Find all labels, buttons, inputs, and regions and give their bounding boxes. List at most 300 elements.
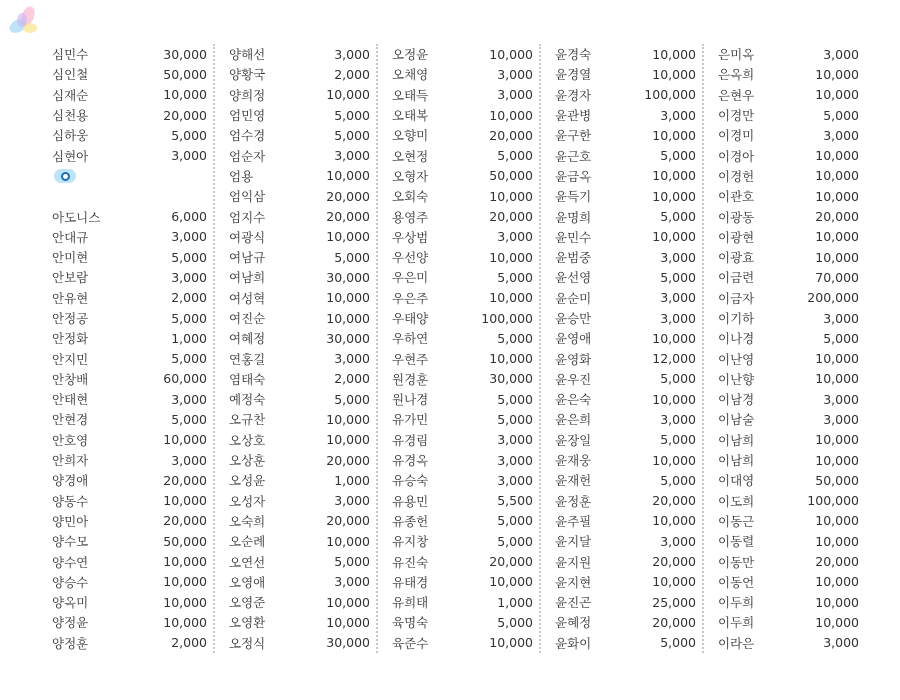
donation-amount: 20,000 bbox=[163, 513, 207, 529]
donor-name: 심현아 bbox=[52, 148, 89, 164]
donor-name: 이두희 bbox=[718, 595, 755, 611]
donor-name: 오순례 bbox=[229, 534, 266, 550]
donor-name: 윤은숙 bbox=[555, 392, 592, 408]
donation-amount: 5,000 bbox=[497, 614, 533, 630]
donor-row bbox=[52, 105, 213, 125]
donor-row bbox=[392, 227, 539, 247]
donation-amount: 5,500 bbox=[497, 493, 533, 509]
donor-row bbox=[229, 206, 376, 226]
donor-row bbox=[392, 166, 539, 186]
donation-amount: 3,000 bbox=[497, 87, 533, 103]
donor-row bbox=[555, 267, 702, 287]
donation-amount: 5,000 bbox=[171, 411, 207, 427]
donor-name: 이동만 bbox=[718, 554, 755, 570]
donation-amount: 20,000 bbox=[326, 188, 370, 204]
donor-row bbox=[392, 206, 539, 226]
donation-amount: 3,000 bbox=[660, 533, 696, 549]
donor-name: 양희정 bbox=[229, 87, 266, 103]
donor-row bbox=[229, 348, 376, 368]
donor-row bbox=[555, 592, 702, 612]
donor-row bbox=[229, 227, 376, 247]
donation-amount: 10,000 bbox=[326, 594, 370, 610]
donor-row bbox=[555, 186, 702, 206]
donation-amount: 3,000 bbox=[497, 452, 533, 468]
donor-row bbox=[392, 430, 539, 450]
donor-row bbox=[52, 531, 213, 551]
donation-amount: 10,000 bbox=[652, 66, 696, 82]
donor-row bbox=[555, 247, 702, 267]
donation-amount: 20,000 bbox=[652, 493, 696, 509]
donor-name: 윤근호 bbox=[555, 148, 592, 164]
donor-name: 우태양 bbox=[392, 311, 429, 326]
donor-name: 윤민수 bbox=[555, 229, 592, 245]
donor-row bbox=[718, 267, 865, 287]
donor-name: 양정훈 bbox=[52, 635, 89, 651]
donation-amount: 5,000 bbox=[660, 635, 696, 651]
donor-row bbox=[52, 409, 213, 429]
donation-amount: 12,000 bbox=[652, 351, 696, 367]
donor-name: 양수연 bbox=[52, 554, 89, 570]
donor-row bbox=[555, 491, 702, 511]
donation-amount: 10,000 bbox=[815, 371, 859, 387]
donation-amount: 20,000 bbox=[815, 209, 859, 225]
donor-name: 이도희 bbox=[718, 493, 755, 509]
donation-amount: 5,000 bbox=[660, 209, 696, 225]
donor-name: 윤범중 bbox=[555, 250, 592, 266]
donor-row bbox=[52, 288, 213, 308]
flower-logo-icon bbox=[4, 2, 44, 42]
donor-name: 안창배 bbox=[52, 371, 89, 387]
donation-amount: 5,000 bbox=[497, 391, 533, 407]
donor-name: 안현경 bbox=[52, 412, 89, 428]
donation-amount: 10,000 bbox=[815, 533, 859, 549]
donor-row bbox=[52, 491, 213, 511]
donor-row bbox=[718, 328, 865, 348]
donor-row bbox=[52, 369, 213, 389]
donation-amount: 10,000 bbox=[326, 614, 370, 630]
donor-row bbox=[555, 64, 702, 84]
donor-name: 이남희 bbox=[718, 453, 755, 469]
donor-row bbox=[229, 470, 376, 490]
donor-row bbox=[392, 308, 539, 328]
donor-name: 이광동 bbox=[718, 209, 755, 225]
donor-row bbox=[392, 145, 539, 165]
donation-amount: 10,000 bbox=[815, 574, 859, 590]
donation-amount: 3,000 bbox=[497, 472, 533, 488]
donor-row bbox=[555, 612, 702, 632]
donor-name: 심천용 bbox=[52, 108, 89, 124]
donor-row bbox=[555, 348, 702, 368]
donor-row bbox=[718, 288, 865, 308]
donor-name: 윤재웅 bbox=[555, 453, 592, 469]
donor-name: 이난영 bbox=[718, 351, 755, 367]
donor-list bbox=[50, 44, 865, 653]
donation-amount: 2,000 bbox=[334, 66, 370, 82]
donation-amount: 10,000 bbox=[326, 432, 370, 448]
donor-name: 양해선 bbox=[229, 47, 266, 63]
donor-name: 오연선 bbox=[229, 554, 266, 570]
donor-name: 윤관병 bbox=[555, 108, 592, 124]
donor-name: 오태복 bbox=[392, 108, 429, 124]
donation-amount: 3,000 bbox=[823, 635, 859, 651]
donation-amount: 100,000 bbox=[807, 493, 859, 509]
donor-name: 엄민영 bbox=[229, 108, 266, 124]
donor-name: 유경림 bbox=[392, 432, 429, 448]
donor-row bbox=[52, 145, 213, 165]
donor-name: 아도니스 bbox=[52, 209, 101, 225]
donor-row bbox=[392, 612, 539, 632]
donor-row bbox=[555, 166, 702, 186]
donation-amount: 3,000 bbox=[660, 411, 696, 427]
donor-row bbox=[392, 470, 539, 490]
donation-amount: 5,000 bbox=[497, 148, 533, 164]
donor-row bbox=[555, 531, 702, 551]
donor-name: 윤승만 bbox=[555, 311, 592, 326]
donor-name: 이남경 bbox=[718, 392, 755, 408]
donor-name: 윤선영 bbox=[555, 270, 592, 286]
donor-row bbox=[392, 105, 539, 125]
donor-name: 우은주 bbox=[392, 290, 429, 306]
donor-row bbox=[52, 328, 213, 348]
donor-name: 양승수 bbox=[52, 574, 89, 590]
donation-amount: 3,000 bbox=[171, 452, 207, 468]
donor-name: 엄순자 bbox=[229, 148, 266, 164]
donor-name: 심인철 bbox=[52, 67, 89, 83]
donor-row bbox=[229, 328, 376, 348]
donor-row bbox=[718, 531, 865, 551]
donation-amount: 20,000 bbox=[163, 107, 207, 123]
donor-name: 이나경 bbox=[718, 331, 755, 347]
donor-name: 육준수 bbox=[392, 635, 429, 651]
donation-amount: 30,000 bbox=[163, 46, 207, 62]
donor-row bbox=[229, 430, 376, 450]
donation-amount: 10,000 bbox=[326, 168, 370, 184]
donor-name: 윤경숙 bbox=[555, 47, 592, 63]
donation-amount: 10,000 bbox=[815, 452, 859, 468]
donation-amount: 3,000 bbox=[823, 310, 859, 326]
donor-name: 윤순미 bbox=[555, 290, 592, 306]
donor-row bbox=[718, 612, 865, 632]
donation-amount: 20,000 bbox=[489, 209, 533, 225]
donation-amount: 10,000 bbox=[815, 87, 859, 103]
donor-name: 윤금옥 bbox=[555, 168, 592, 184]
donor-row bbox=[555, 125, 702, 145]
donor-row bbox=[52, 348, 213, 368]
donation-amount: 10,000 bbox=[163, 493, 207, 509]
donor-name: 윤명희 bbox=[555, 209, 592, 225]
donation-amount: 5,000 bbox=[497, 411, 533, 427]
donor-name: 윤경자 bbox=[555, 87, 592, 103]
donor-row bbox=[52, 64, 213, 84]
donor-row bbox=[229, 85, 376, 105]
donor-name: 엄익삼 bbox=[229, 189, 266, 205]
donation-amount: 10,000 bbox=[489, 290, 533, 306]
donation-amount: 5,000 bbox=[334, 391, 370, 407]
donor-name: 여혜정 bbox=[229, 331, 266, 347]
donor-row bbox=[392, 44, 539, 64]
donor-row bbox=[392, 450, 539, 470]
donation-amount: 20,000 bbox=[489, 127, 533, 143]
donation-amount: 3,000 bbox=[171, 148, 207, 164]
donation-amount: 10,000 bbox=[815, 168, 859, 184]
donation-amount: 10,000 bbox=[163, 574, 207, 590]
donation-amount: 3,000 bbox=[171, 391, 207, 407]
donor-name: 이경미 bbox=[718, 128, 755, 144]
donor-name: 오규찬 bbox=[229, 412, 266, 428]
donation-amount: 5,000 bbox=[171, 127, 207, 143]
donation-amount: 5,000 bbox=[660, 148, 696, 164]
donor-name: 여광식 bbox=[229, 229, 266, 245]
donor-name: 오채영 bbox=[392, 67, 429, 83]
donor-row bbox=[392, 186, 539, 206]
donation-amount: 3,000 bbox=[171, 269, 207, 285]
donor-row bbox=[229, 592, 376, 612]
donor-name: 이대영 bbox=[718, 473, 755, 489]
donor-name: 은옥희 bbox=[718, 67, 755, 83]
donor-name: 유경옥 bbox=[392, 453, 429, 469]
donor-row bbox=[52, 85, 213, 105]
donation-amount: 10,000 bbox=[489, 574, 533, 590]
donor-row bbox=[718, 551, 865, 571]
donor-column bbox=[702, 44, 865, 653]
donor-name: 예정숙 bbox=[229, 392, 266, 408]
donation-amount: 10,000 bbox=[326, 310, 370, 326]
donor-row bbox=[718, 166, 865, 186]
donor-row bbox=[229, 551, 376, 571]
donation-amount: 10,000 bbox=[326, 290, 370, 306]
donor-row bbox=[229, 44, 376, 64]
donor-name: 이남술 bbox=[718, 412, 755, 428]
donor-row bbox=[229, 288, 376, 308]
donor-name: 양옥미 bbox=[52, 595, 89, 611]
donation-amount: 30,000 bbox=[326, 269, 370, 285]
donation-amount: 10,000 bbox=[163, 594, 207, 610]
donation-amount: 1,000 bbox=[171, 330, 207, 346]
donation-amount: 10,000 bbox=[652, 168, 696, 184]
donor-name: 오영애 bbox=[229, 574, 266, 590]
donation-amount: 100,000 bbox=[481, 310, 533, 326]
donor-name: 윤득기 bbox=[555, 189, 592, 205]
donor-row bbox=[392, 592, 539, 612]
donor-row bbox=[229, 409, 376, 429]
donor-name: 윤주필 bbox=[555, 513, 592, 529]
donor-row bbox=[718, 389, 865, 409]
donor-row bbox=[392, 491, 539, 511]
donation-amount: 10,000 bbox=[815, 432, 859, 448]
donor-row bbox=[718, 227, 865, 247]
donor-row bbox=[392, 288, 539, 308]
donor-name: 연홍길 bbox=[229, 351, 266, 367]
donation-amount: 5,000 bbox=[171, 310, 207, 326]
donation-amount: 3,000 bbox=[660, 249, 696, 265]
donation-amount: 10,000 bbox=[652, 46, 696, 62]
donor-name: 이남희 bbox=[718, 432, 755, 448]
donor-name: 원경훈 bbox=[392, 371, 429, 387]
donor-name: 이경아 bbox=[718, 148, 755, 164]
donor-row bbox=[718, 125, 865, 145]
donor-row bbox=[392, 125, 539, 145]
donor-name: 이두희 bbox=[718, 615, 755, 631]
donor-column bbox=[50, 44, 213, 653]
donation-amount: 10,000 bbox=[815, 148, 859, 164]
donor-row bbox=[52, 186, 213, 206]
donor-row bbox=[229, 267, 376, 287]
donor-row bbox=[52, 612, 213, 632]
donor-row bbox=[718, 470, 865, 490]
donation-amount: 10,000 bbox=[326, 229, 370, 245]
donation-amount: 20,000 bbox=[652, 614, 696, 630]
donor-row bbox=[392, 247, 539, 267]
donor-row bbox=[392, 389, 539, 409]
donor-row bbox=[229, 633, 376, 653]
donation-amount: 10,000 bbox=[652, 452, 696, 468]
donor-name: 윤장일 bbox=[555, 432, 592, 448]
donation-amount: 30,000 bbox=[489, 371, 533, 387]
donor-row bbox=[718, 450, 865, 470]
donor-row bbox=[52, 450, 213, 470]
donor-row bbox=[52, 592, 213, 612]
donor-name: 이금자 bbox=[718, 290, 755, 306]
donor-name: 윤우진 bbox=[555, 371, 592, 387]
donor-name: 용영주 bbox=[392, 209, 429, 225]
donation-amount: 20,000 bbox=[489, 554, 533, 570]
donor-name: 유태경 bbox=[392, 574, 429, 590]
donation-amount: 5,000 bbox=[660, 472, 696, 488]
donation-amount: 10,000 bbox=[815, 188, 859, 204]
donor-name: 여남규 bbox=[229, 250, 266, 266]
donor-name: 안정공 bbox=[52, 311, 89, 326]
donor-row bbox=[52, 125, 213, 145]
donor-name: 이경만 bbox=[718, 108, 755, 124]
donor-name: 이금련 bbox=[718, 270, 755, 286]
donation-amount: 20,000 bbox=[815, 554, 859, 570]
donation-amount: 3,000 bbox=[823, 411, 859, 427]
donor-row bbox=[52, 206, 213, 226]
donation-amount: 10,000 bbox=[163, 87, 207, 103]
donation-amount: 200,000 bbox=[807, 290, 859, 306]
donor-name: 오성윤 bbox=[229, 473, 266, 489]
donor-name: 안대규 bbox=[52, 229, 89, 245]
donor-row bbox=[718, 369, 865, 389]
donation-amount: 10,000 bbox=[326, 87, 370, 103]
donation-amount: 5,000 bbox=[171, 351, 207, 367]
donor-row bbox=[555, 85, 702, 105]
donor-column bbox=[539, 44, 702, 653]
donor-name: 엄수경 bbox=[229, 128, 266, 144]
donation-amount: 10,000 bbox=[652, 330, 696, 346]
donor-row bbox=[718, 592, 865, 612]
donation-amount: 3,000 bbox=[497, 229, 533, 245]
donor-row bbox=[229, 511, 376, 531]
donor-row bbox=[229, 531, 376, 551]
donor-name: 이경헌 bbox=[718, 168, 755, 184]
donor-name: 윤구한 bbox=[555, 128, 592, 144]
donation-amount: 5,000 bbox=[334, 249, 370, 265]
donation-amount: 10,000 bbox=[489, 107, 533, 123]
donor-name: 이광현 bbox=[718, 229, 755, 245]
donor-name: 우상범 bbox=[392, 229, 429, 245]
donor-row bbox=[718, 348, 865, 368]
donor-row bbox=[555, 105, 702, 125]
donor-row bbox=[718, 633, 865, 653]
donation-amount: 10,000 bbox=[489, 188, 533, 204]
donation-amount: 10,000 bbox=[326, 411, 370, 427]
donor-row bbox=[229, 64, 376, 84]
donor-row bbox=[555, 288, 702, 308]
donation-amount: 10,000 bbox=[163, 554, 207, 570]
donor-name: 오영환 bbox=[229, 615, 266, 631]
donor-name: 윤경열 bbox=[555, 67, 592, 83]
donor-name: 윤화이 bbox=[555, 635, 592, 651]
donation-amount: 5,000 bbox=[334, 554, 370, 570]
donor-name: 여성혁 bbox=[229, 290, 266, 306]
donor-row bbox=[52, 430, 213, 450]
donation-amount: 3,000 bbox=[334, 148, 370, 164]
donor-name: 심재순 bbox=[52, 87, 89, 103]
donor-name: 이라은 bbox=[718, 635, 755, 651]
donor-name: 은현우 bbox=[718, 87, 755, 103]
donor-name: 오정윤 bbox=[392, 47, 429, 63]
donor-name: 안유현 bbox=[52, 290, 89, 306]
donation-amount: 50,000 bbox=[163, 533, 207, 549]
donation-amount: 10,000 bbox=[652, 513, 696, 529]
donation-amount: 30,000 bbox=[326, 635, 370, 651]
donor-name: 우선양 bbox=[392, 250, 429, 266]
donor-name: 이동렬 bbox=[718, 534, 755, 550]
donation-amount: 3,000 bbox=[334, 351, 370, 367]
donor-name: 유희태 bbox=[392, 595, 429, 611]
donor-name: 윤진곤 bbox=[555, 595, 592, 611]
donor-row bbox=[718, 511, 865, 531]
donor-name: 이동근 bbox=[718, 513, 755, 529]
donor-name: 양민아 bbox=[52, 513, 89, 529]
donor-name: 원나경 bbox=[392, 392, 429, 408]
donor-row bbox=[52, 633, 213, 653]
donor-row bbox=[718, 145, 865, 165]
donor-name: 유용민 bbox=[392, 493, 429, 509]
donation-amount: 5,000 bbox=[497, 269, 533, 285]
donor-row bbox=[718, 44, 865, 64]
donor-row bbox=[229, 572, 376, 592]
donor-row bbox=[555, 511, 702, 531]
donor-name: 윤지현 bbox=[555, 574, 592, 590]
donation-amount: 100,000 bbox=[644, 87, 696, 103]
donor-name: 우현주 bbox=[392, 351, 429, 367]
donation-amount: 3,000 bbox=[497, 432, 533, 448]
donor-row bbox=[229, 450, 376, 470]
donation-amount: 20,000 bbox=[652, 554, 696, 570]
donor-name: 오회숙 bbox=[392, 189, 429, 205]
donor-row bbox=[229, 186, 376, 206]
donor-name: 안희자 bbox=[52, 453, 89, 469]
donor-row bbox=[718, 85, 865, 105]
donation-amount: 10,000 bbox=[652, 391, 696, 407]
donor-row bbox=[392, 267, 539, 287]
donor-name: 안지민 bbox=[52, 351, 89, 367]
donor-name: 오정식 bbox=[229, 635, 266, 651]
donor-row bbox=[229, 105, 376, 125]
donor-row bbox=[392, 409, 539, 429]
donor-column bbox=[213, 44, 376, 653]
donor-row bbox=[229, 166, 376, 186]
donor-row bbox=[52, 166, 213, 186]
donation-amount: 20,000 bbox=[326, 452, 370, 468]
donor-row bbox=[52, 470, 213, 490]
donor-name: 안태현 bbox=[52, 392, 89, 408]
donation-amount: 50,000 bbox=[163, 66, 207, 82]
donation-amount: 60,000 bbox=[163, 371, 207, 387]
donation-amount: 5,000 bbox=[171, 249, 207, 265]
